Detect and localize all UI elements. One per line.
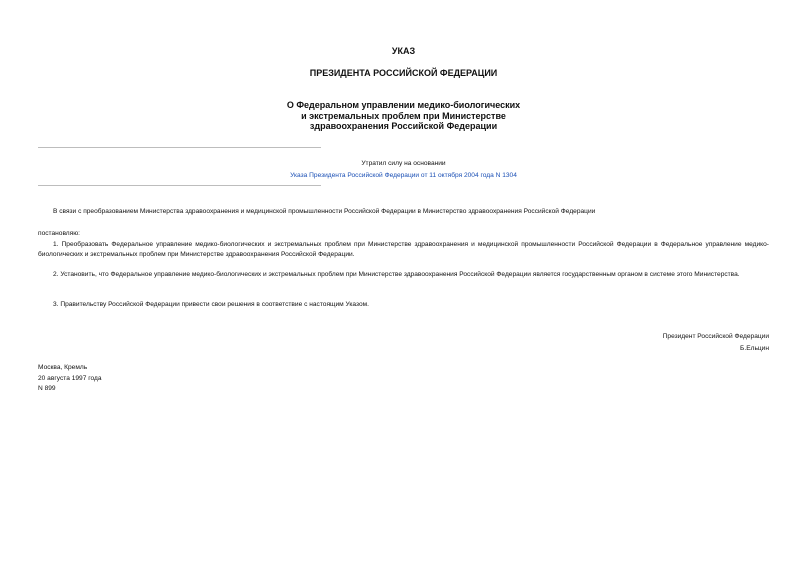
decree-item-1: 1. Преобразовать Федеральное управление медико-биологических и экстремальных проблем при Министерстве здравоохранения и медицинской промышленности Российской Федерации в Федеральное управление медико-биологических и экстремальных проблем при Министерстве здравоохранения Российской Федерации.	[38, 241, 769, 258]
decree-item-2: 2. Установить, что Федеральное управление медико-биологических и экстремальных проблем при Министерстве здравоохранения Российской Федерации является государственным органом в системе этого Министерства.	[53, 271, 740, 278]
signature-name: Б.Ельцин	[740, 344, 769, 352]
decree-item-3: 3. Правительству Российской Федерации привести свои решения в соответствие с настоящим Указом.	[53, 301, 370, 308]
divider-top	[38, 147, 321, 148]
signature-position: Президент Российской Федерации	[662, 333, 769, 340]
decides-label: постановляю:	[38, 230, 81, 237]
title-line: О Федеральном управлении медико-биологических	[286, 100, 521, 110]
repeal-decree-link[interactable]: Указа Президента Российской Федерации от 11 октября 2004 года N 1304	[290, 171, 517, 179]
footer-block	[38, 363, 102, 395]
footer-place: Москва, Кремль	[38, 364, 88, 371]
footer-date: 20 августа 1997 года	[38, 374, 102, 382]
title-line: здравоохранения Российской Федерации	[309, 121, 498, 131]
authority-heading: ПРЕЗИДЕНТА РОССИЙСКОЙ ФЕДЕРАЦИИ	[309, 68, 498, 78]
signature-block	[663, 331, 769, 354]
footer-number: N 899	[38, 385, 56, 392]
title-line: и экстремальных проблем при Министерстве	[301, 110, 506, 121]
document-title	[0, 100, 807, 132]
divider-bottom	[38, 185, 321, 186]
preamble-paragraph: В связи с преобразованием Министерства здравоохранения и медицинской промышленности Российской Федерации в Министерство здравоохранения Российской Федерации	[53, 208, 596, 215]
status-block	[0, 158, 807, 181]
status-note: Утратил силу на основании	[361, 160, 446, 167]
decree-heading: УКАЗ	[391, 46, 416, 56]
